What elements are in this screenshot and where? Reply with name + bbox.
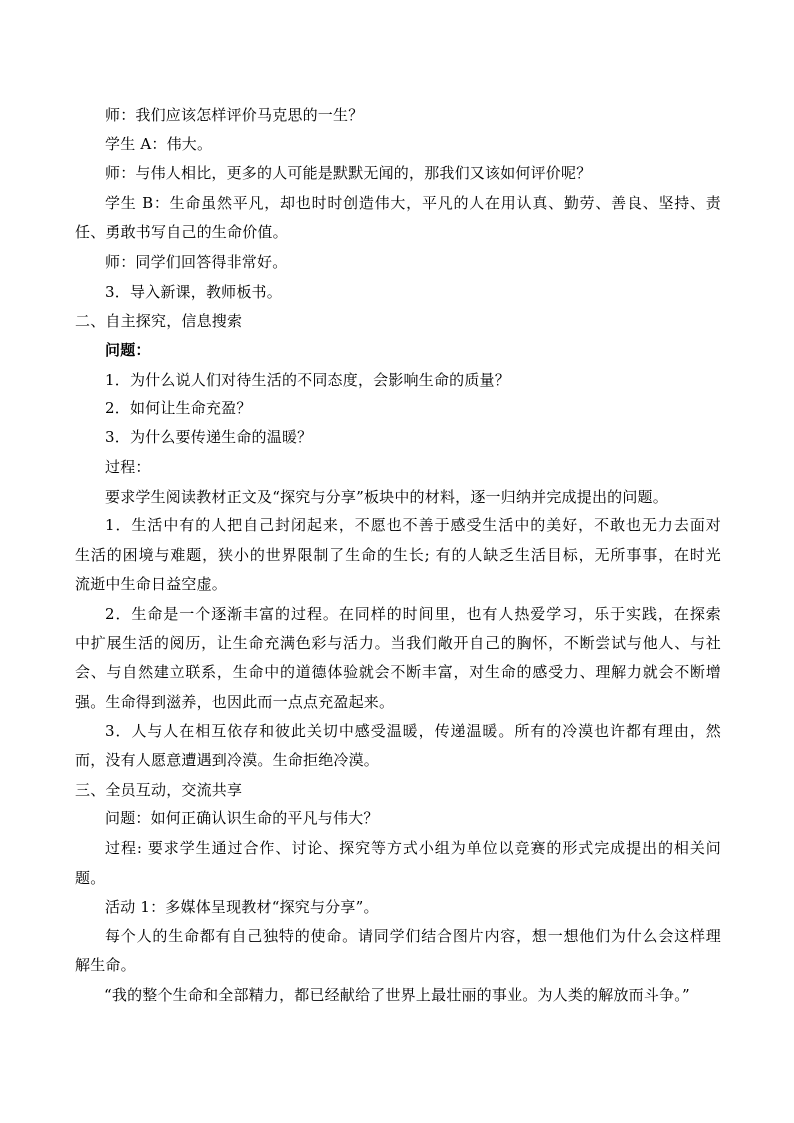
paragraph-line: 3．人与人在相互依存和彼此关切中感受温暖，传递温暖。所有的冷漠也许都有理由，然: [105, 722, 721, 740]
paragraph-line: 解生命。: [75, 956, 136, 974]
paragraph-line: 强。生命得到滋养，也因此而一点点充盈起来。: [75, 693, 395, 711]
paragraph-line: 生活的困境与难题，狭小的世界限制了生命的生长; 有的人缺乏生活目标，无所事事，在时光: [75, 546, 721, 564]
paragraph-line: 每个人的生命都有自己独特的使命。请同学们结合图片内容，想一想他们为什么会这样理: [105, 927, 721, 945]
paragraph-line: 要求学生阅读教材正文及“探究与分享”板块中的材料，逐一归纳并完成提出的问题。: [105, 488, 668, 506]
paragraph-line: 3．导入新课，教师板书。: [105, 283, 282, 301]
paragraph-line: 学生 A：伟大。: [105, 135, 213, 153]
question-item: 3．为什么要传递生命的温暖？: [105, 428, 313, 446]
process-label: 过程：: [105, 458, 151, 476]
question-label: 问题：如何正确认识生命的平凡与伟大？: [105, 809, 379, 827]
section-heading: 二、自主探究，信息搜索: [75, 312, 243, 330]
paragraph-line: 会、与自然建立联系，生命中的道德体验就会不断丰富，对生命的感受力、理解力就会不断增: [75, 663, 721, 681]
paragraph-line: 流逝中生命日益空虚。: [75, 575, 228, 593]
quote-line: “我的整个生命和全部精力，都已经献给了世界上最壮丽的事业。为人类的解放而斗争。”: [104, 986, 690, 1004]
paragraph-line: 师：与伟人相比，更多的人可能是默默无闻的，那我们又该如何评价呢？: [105, 164, 592, 182]
question-item: 1．为什么说人们对待生活的不同态度，会影响生命的质量？: [105, 371, 510, 389]
paragraph-line: 中扩展生活的阅历，让生命充满色彩与活力。当我们敞开自己的胸怀，不断尝试与他人、与社: [75, 634, 721, 652]
paragraph-line: 任、勇敢书写自己的生命价值。: [75, 223, 288, 241]
paragraph-line: 而，没有人愿意遭遇到冷漠。生命拒绝冷漠。: [75, 751, 380, 769]
question-label: 问题：: [105, 341, 151, 359]
paragraph-line: 2．生命是一个逐渐丰富的过程。在同样的时间里，也有人热爱学习，乐于实践，在探索: [105, 605, 721, 623]
section-heading: 三、全员互动，交流共享: [75, 781, 243, 799]
paragraph-line: 师：我们应该怎样评价马克思的一生？: [105, 106, 364, 124]
paragraph-line: 学生 B：生命虽然平凡，却也时时创造伟大，平凡的人在用认真、勤劳、善良、坚持、责: [105, 194, 721, 212]
activity-label: 活动 1：多媒体呈现教材“探究与分享”。: [105, 898, 379, 916]
paragraph-line: 题。: [75, 869, 106, 887]
paragraph-line: 师：同学们回答得非常好。: [105, 253, 288, 271]
paragraph-line: 过程: 要求学生通过合作、讨论、探究等方式小组为单位以竞赛的形式完成提出的相关问: [105, 839, 721, 857]
paragraph-line: 1．生活中有的人把自己封闭起来，不愿也不善于感受生活中的美好，不敢也无力去面对: [105, 516, 721, 534]
question-item: 2．如何让生命充盈？: [105, 399, 252, 417]
